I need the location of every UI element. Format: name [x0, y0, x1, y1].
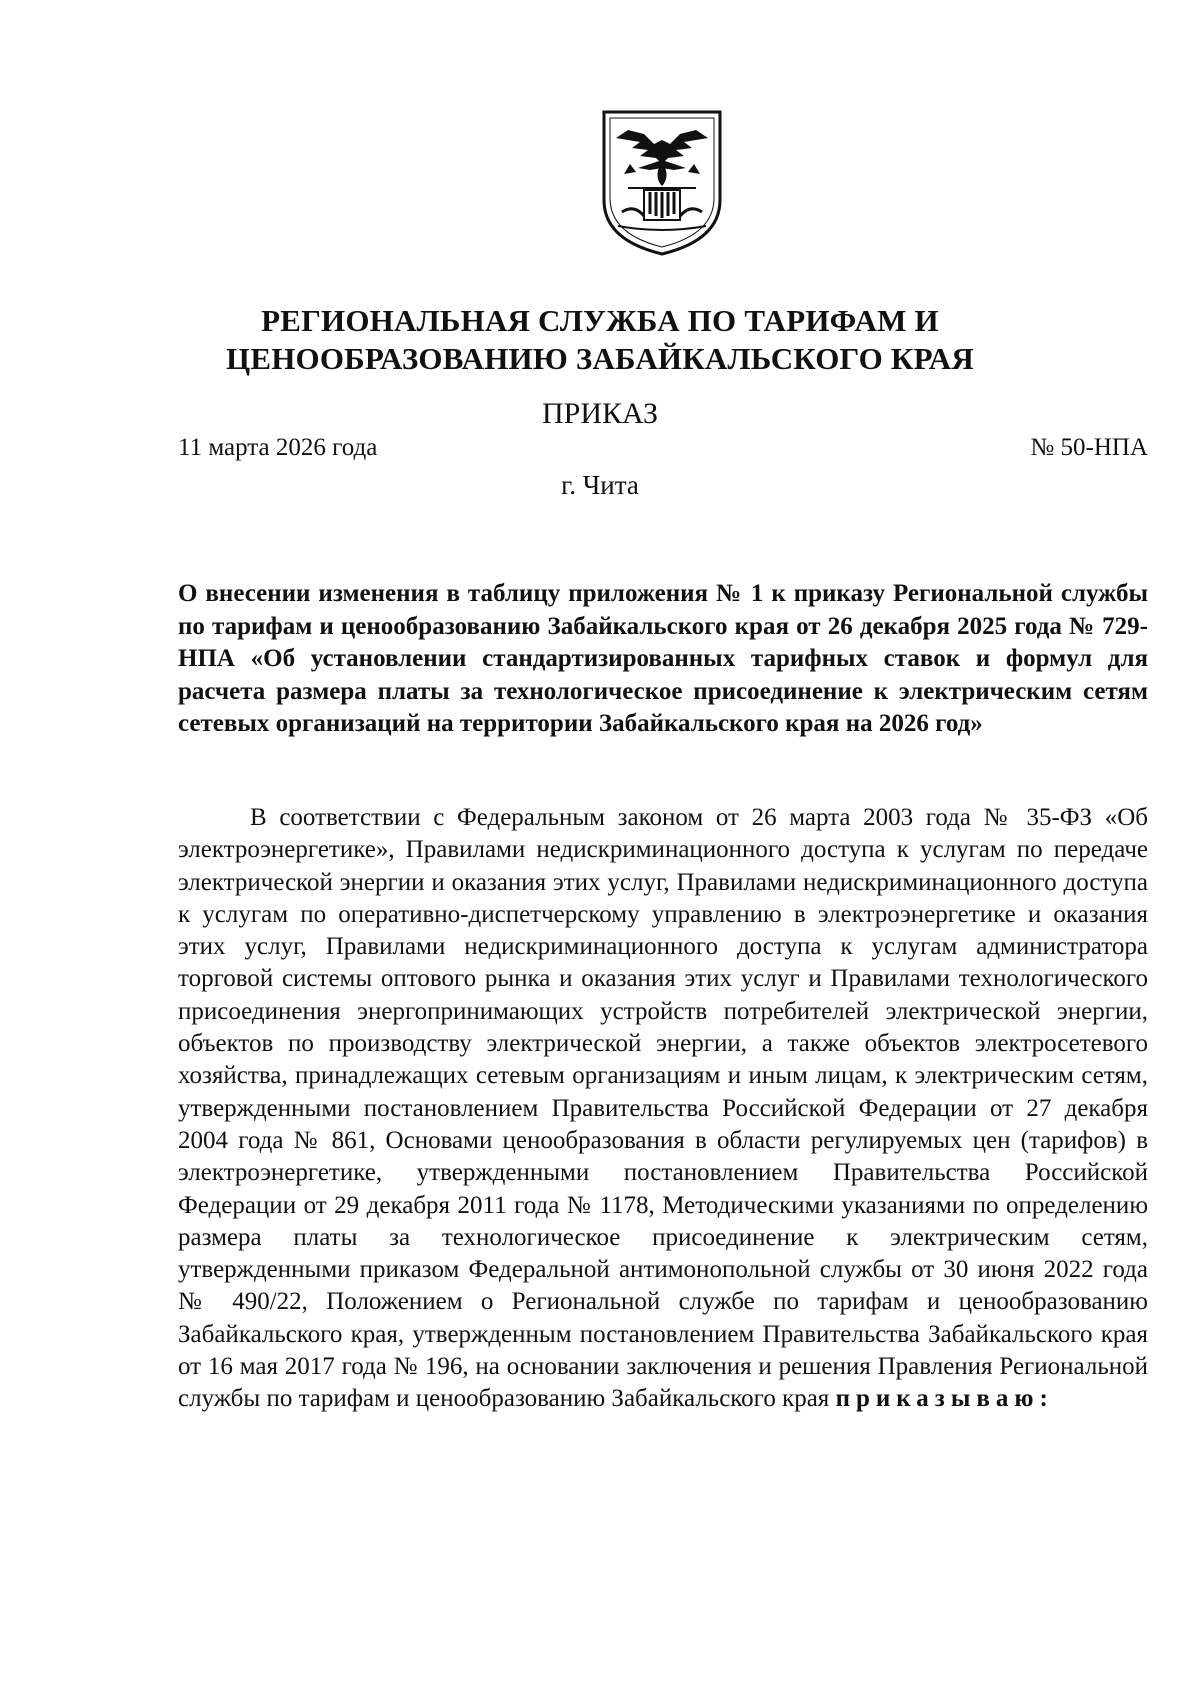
order-word: приказываю	[835, 1385, 1040, 1413]
organization-title	[150, 302, 1050, 378]
document-date: 11 марта 2026 года	[178, 434, 378, 461]
document-number: № 50-НПА	[1030, 434, 1148, 461]
organization-title-line-2: ЦЕНООБРАЗОВАНИЮ ЗАБАЙКАЛЬСКОГО КРАЯ	[226, 341, 974, 376]
document-body	[178, 802, 1148, 1416]
document-city: г. Чита	[561, 470, 639, 500]
body-paragraph: В соответствии с Федеральным законом от 26 марта 2003 года № 35-ФЗ «Об электроэнергетике», Правилами недискриминационного доступа к услугам по передаче электрической энергии и оказания этих услуг, Правилами недискриминационного доступа к услугам по оперативно-диспетчерскому управлению в электроэнергетике и оказания этих услуг, Правилами недискриминационного доступа к услугам администратора торговой системы оптового рынка и оказания этих услуг и Правилами технологического присоединения энергопринимающих устройств потребителей электрической энергии, объектов по производству электрической энергии, а также объектов электросетевого хозяйства, принадлежащих сетевым организациям и иным лицам, к электрическим сетям, утвержденными постановлением Правительства Российской Федерации от 27 декабря 2004 года № 861, Основами ценообразования в области регулируемых цен (тарифов) в электроэнергетике, утвержденными постановлением Правительства Российской Федерации от 29 декабря 2011 года № 1178, Методическими указаниями по определению размера платы за технологическое присоединение к электрическим сетям, утвержденными приказом Федеральной антимонопольной службы от 30 июня 2022 года № 490/22, Положением о Региональной службе по тарифам и ценообразованию Забайкальского края, утвержденным постановлением Правительства Забайкальского края от 16 мая 2017 года № 196, на основании заключения и решения Правления Региональной службы по тарифам и ценообразованию Забайкальского края	[178, 804, 1148, 1413]
coat-of-arms-icon	[600, 108, 724, 258]
order-colon: :	[1039, 1385, 1048, 1413]
organization-title-line-1: РЕГИОНАЛЬНАЯ СЛУЖБА ПО ТАРИФАМ И	[261, 303, 939, 338]
document-type: ПРИКАЗ	[542, 397, 658, 430]
document-subject: О внесении изменения в таблицу приложения № 1 к приказу Региональной службы по тарифам и ценообразованию Забайкальского края от 26 декабря 2025 года № 729-НПА «Об установлении стандартизированных тарифных ставок и формул для расчета размера платы за технологическое присоединение к электрическим сетям сетевых организаций на территории Забайкальского края на 2026 год»	[178, 580, 1148, 737]
